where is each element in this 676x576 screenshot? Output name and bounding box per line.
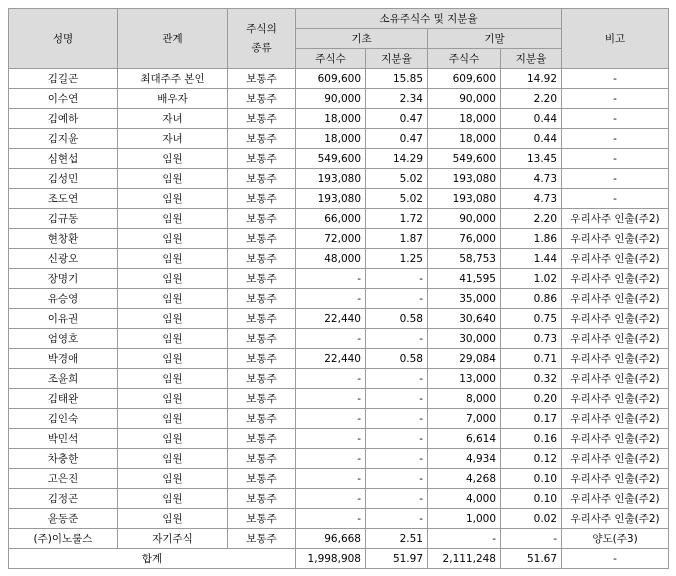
cell-ending-shares: 90,000 [428, 89, 501, 109]
cell-relation: 임원 [118, 449, 228, 469]
cell-beginning-ratio: 1.72 [366, 209, 428, 229]
cell-name: 윤동준 [9, 509, 118, 529]
cell-relation: 임원 [118, 269, 228, 289]
cell-ending-shares: 609,600 [428, 69, 501, 89]
cell-relation: 임원 [118, 249, 228, 269]
cell-ending-ratio: 0.71 [501, 349, 562, 369]
cell-beginning-ratio: - [366, 449, 428, 469]
cell-beginning-shares: - [296, 269, 366, 289]
cell-ending-shares: 18,000 [428, 129, 501, 149]
cell-ending-shares: 193,080 [428, 189, 501, 209]
cell-name: 김성민 [9, 169, 118, 189]
cell-relation: 최대주주 본인 [118, 69, 228, 89]
header-name: 성명 [9, 9, 118, 69]
cell-name: 김길곤 [9, 69, 118, 89]
cell-relation: 임원 [118, 389, 228, 409]
table-row [9, 209, 669, 229]
cell-name: 이수연 [9, 89, 118, 109]
cell-relation: 임원 [118, 309, 228, 329]
cell-ending-ratio: 0.44 [501, 129, 562, 149]
cell-beginning-ratio: 2.51 [366, 529, 428, 549]
cell-ending-shares: 193,080 [428, 169, 501, 189]
cell-stock-type: 보통주 [228, 189, 296, 209]
cell-beginning-shares: - [296, 409, 366, 429]
cell-beginning-ratio: - [366, 369, 428, 389]
cell-ending-ratio: - [501, 529, 562, 549]
cell-relation: 임원 [118, 489, 228, 509]
cell-ending-shares: 7,000 [428, 409, 501, 429]
cell-stock-type: 보통주 [228, 249, 296, 269]
header-stock-type-label: 주식의 종류 [246, 22, 277, 54]
cell-stock-type: 보통주 [228, 109, 296, 129]
cell-ending-ratio: 0.17 [501, 409, 562, 429]
cell-ending-ratio: 2.20 [501, 209, 562, 229]
cell-ending-ratio: 0.20 [501, 389, 562, 409]
cell-beginning-shares: 96,668 [296, 529, 366, 549]
header-beginning: 기초 [296, 29, 428, 49]
cell-name: 신광오 [9, 249, 118, 269]
header-ending: 기말 [428, 29, 562, 49]
cell-name: 심현섭 [9, 149, 118, 169]
cell-relation: 배우자 [118, 89, 228, 109]
cell-remarks: 우리사주 인출(주2) [562, 449, 669, 469]
cell-stock-type: 보통주 [228, 309, 296, 329]
cell-beginning-shares: - [296, 369, 366, 389]
cell-ending-shares: 41,595 [428, 269, 501, 289]
cell-beginning-shares: - [296, 489, 366, 509]
cell-ending-shares: 4,268 [428, 469, 501, 489]
header-ending-ratio: 지분율 [501, 49, 562, 69]
cell-ending-shares: 90,000 [428, 209, 501, 229]
cell-name: 이유권 [9, 309, 118, 329]
cell-stock-type: 보통주 [228, 489, 296, 509]
cell-relation: 임원 [118, 469, 228, 489]
table-row [9, 349, 669, 369]
cell-ending-ratio: 0.10 [501, 469, 562, 489]
cell-ending-shares: 30,640 [428, 309, 501, 329]
header-beginning-ratio: 지분율 [366, 49, 428, 69]
cell-beginning-shares: - [296, 449, 366, 469]
cell-ending-shares: 29,084 [428, 349, 501, 369]
table-row [9, 169, 669, 189]
cell-beginning-shares: - [296, 389, 366, 409]
cell-ending-ratio: 14.92 [501, 69, 562, 89]
table-row [9, 489, 669, 509]
cell-relation: 자기주식 [118, 529, 228, 549]
cell-ending-ratio: 0.02 [501, 509, 562, 529]
cell-beginning-shares: 193,080 [296, 189, 366, 209]
cell-relation: 임원 [118, 409, 228, 429]
cell-remarks: 우리사주 인출(주2) [562, 509, 669, 529]
table-row [9, 409, 669, 429]
cell-stock-type: 보통주 [228, 209, 296, 229]
cell-beginning-shares: - [296, 509, 366, 529]
cell-remarks: - [562, 169, 669, 189]
cell-stock-type: 보통주 [228, 449, 296, 469]
cell-name: 김태완 [9, 389, 118, 409]
cell-remarks: 양도(주3) [562, 529, 669, 549]
cell-ending-ratio: 0.44 [501, 109, 562, 129]
cell-remarks: 우리사주 인출(주2) [562, 249, 669, 269]
cell-remarks: 우리사주 인출(주2) [562, 389, 669, 409]
cell-stock-type: 보통주 [228, 529, 296, 549]
cell-beginning-shares: 609,600 [296, 69, 366, 89]
cell-remarks: 우리사주 인출(주2) [562, 289, 669, 309]
cell-beginning-ratio: - [366, 269, 428, 289]
cell-remarks: 우리사주 인출(주2) [562, 309, 669, 329]
cell-stock-type: 보통주 [228, 429, 296, 449]
cell-remarks: 우리사주 인출(주2) [562, 409, 669, 429]
cell-ending-ratio: 0.10 [501, 489, 562, 509]
cell-beginning-ratio: 14.29 [366, 149, 428, 169]
table-row [9, 69, 669, 89]
cell-beginning-shares: 22,440 [296, 349, 366, 369]
cell-stock-type: 보통주 [228, 89, 296, 109]
cell-name: 차충한 [9, 449, 118, 469]
total-beginning-shares: 1,998,908 [296, 549, 366, 569]
table-row [9, 309, 669, 329]
cell-ending-shares: 6,614 [428, 429, 501, 449]
cell-remarks: 우리사주 인출(주2) [562, 429, 669, 449]
cell-relation: 임원 [118, 209, 228, 229]
table-row [9, 389, 669, 409]
table-body [9, 69, 669, 549]
cell-ending-shares: 8,000 [428, 389, 501, 409]
cell-ending-ratio: 13.45 [501, 149, 562, 169]
cell-ending-shares: 35,000 [428, 289, 501, 309]
header-remarks: 비고 [562, 9, 669, 69]
cell-remarks: 우리사주 인출(주2) [562, 269, 669, 289]
cell-stock-type: 보통주 [228, 269, 296, 289]
cell-name: 엄영호 [9, 329, 118, 349]
cell-beginning-ratio: 5.02 [366, 169, 428, 189]
cell-ending-shares: 1,000 [428, 509, 501, 529]
cell-beginning-shares: - [296, 289, 366, 309]
cell-stock-type: 보통주 [228, 229, 296, 249]
cell-stock-type: 보통주 [228, 169, 296, 189]
table-row [9, 89, 669, 109]
cell-beginning-ratio: - [366, 329, 428, 349]
cell-ending-ratio: 1.02 [501, 269, 562, 289]
total-row [9, 549, 669, 569]
cell-name: 유승영 [9, 289, 118, 309]
cell-name: 조윤희 [9, 369, 118, 389]
cell-name: 김지윤 [9, 129, 118, 149]
cell-relation: 임원 [118, 509, 228, 529]
total-remarks: - [562, 549, 669, 569]
cell-remarks: - [562, 129, 669, 149]
cell-beginning-shares: - [296, 429, 366, 449]
header-beginning-shares: 주식수 [296, 49, 366, 69]
cell-beginning-shares: - [296, 469, 366, 489]
cell-relation: 임원 [118, 369, 228, 389]
cell-name: 김정곤 [9, 489, 118, 509]
cell-beginning-ratio: - [366, 469, 428, 489]
cell-beginning-shares: 90,000 [296, 89, 366, 109]
table-row [9, 529, 669, 549]
cell-ending-ratio: 1.44 [501, 249, 562, 269]
cell-stock-type: 보통주 [228, 329, 296, 349]
cell-relation: 자녀 [118, 129, 228, 149]
cell-ending-shares: 549,600 [428, 149, 501, 169]
cell-relation: 임원 [118, 169, 228, 189]
cell-beginning-shares: 22,440 [296, 309, 366, 329]
cell-beginning-ratio: - [366, 509, 428, 529]
total-ending-shares: 2,111,248 [428, 549, 501, 569]
cell-ending-ratio: 2.20 [501, 89, 562, 109]
cell-remarks: 우리사주 인출(주2) [562, 329, 669, 349]
cell-beginning-ratio: - [366, 389, 428, 409]
cell-ending-shares: - [428, 529, 501, 549]
cell-remarks: 우리사주 인출(주2) [562, 469, 669, 489]
cell-name: (주)이노룰스 [9, 529, 118, 549]
cell-stock-type: 보통주 [228, 69, 296, 89]
table-row [9, 149, 669, 169]
cell-name: 장명기 [9, 269, 118, 289]
cell-remarks: 우리사주 인출(주2) [562, 349, 669, 369]
cell-remarks: - [562, 89, 669, 109]
cell-stock-type: 보통주 [228, 409, 296, 429]
table-row [9, 329, 669, 349]
table-row [9, 449, 669, 469]
table-row [9, 129, 669, 149]
table-row [9, 509, 669, 529]
cell-beginning-ratio: 0.58 [366, 309, 428, 329]
cell-ending-ratio: 0.73 [501, 329, 562, 349]
cell-beginning-shares: 18,000 [296, 129, 366, 149]
header-row-top [9, 9, 669, 29]
cell-relation: 임원 [118, 189, 228, 209]
total-ending-ratio: 51.67 [501, 549, 562, 569]
cell-relation: 임원 [118, 289, 228, 309]
cell-remarks: 우리사주 인출(주2) [562, 369, 669, 389]
cell-remarks: 우리사주 인출(주2) [562, 229, 669, 249]
cell-relation: 임원 [118, 149, 228, 169]
cell-name: 조도연 [9, 189, 118, 209]
cell-beginning-shares: 66,000 [296, 209, 366, 229]
cell-name: 김예하 [9, 109, 118, 129]
table-row [9, 189, 669, 209]
cell-ending-shares: 4,000 [428, 489, 501, 509]
cell-beginning-ratio: 1.87 [366, 229, 428, 249]
cell-beginning-shares: 193,080 [296, 169, 366, 189]
cell-name: 박민석 [9, 429, 118, 449]
cell-beginning-ratio: - [366, 489, 428, 509]
cell-beginning-shares: 18,000 [296, 109, 366, 129]
cell-stock-type: 보통주 [228, 349, 296, 369]
header-holdings: 소유주식수 및 지분율 [296, 9, 562, 29]
cell-name: 김규동 [9, 209, 118, 229]
cell-remarks: 우리사주 인출(주2) [562, 209, 669, 229]
cell-ending-ratio: 0.16 [501, 429, 562, 449]
header-relation: 관계 [118, 9, 228, 69]
cell-stock-type: 보통주 [228, 389, 296, 409]
table-row [9, 369, 669, 389]
cell-ending-ratio: 0.32 [501, 369, 562, 389]
cell-beginning-ratio: 5.02 [366, 189, 428, 209]
cell-remarks: - [562, 109, 669, 129]
table-row [9, 429, 669, 449]
cell-stock-type: 보통주 [228, 509, 296, 529]
cell-beginning-shares: - [296, 329, 366, 349]
cell-remarks: - [562, 189, 669, 209]
cell-name: 박경애 [9, 349, 118, 369]
table-row [9, 229, 669, 249]
cell-relation: 자녀 [118, 109, 228, 129]
cell-remarks: 우리사주 인출(주2) [562, 489, 669, 509]
cell-name: 고은진 [9, 469, 118, 489]
cell-ending-shares: 30,000 [428, 329, 501, 349]
cell-beginning-shares: 48,000 [296, 249, 366, 269]
table-row [9, 109, 669, 129]
cell-remarks: - [562, 69, 669, 89]
cell-beginning-ratio: - [366, 409, 428, 429]
cell-beginning-ratio: 0.47 [366, 109, 428, 129]
cell-ending-ratio: 4.73 [501, 189, 562, 209]
cell-relation: 임원 [118, 429, 228, 449]
cell-beginning-shares: 549,600 [296, 149, 366, 169]
cell-beginning-ratio: - [366, 429, 428, 449]
table-row [9, 269, 669, 289]
total-beginning-ratio: 51.97 [366, 549, 428, 569]
cell-ending-shares: 18,000 [428, 109, 501, 129]
cell-ending-ratio: 0.86 [501, 289, 562, 309]
cell-ending-ratio: 0.12 [501, 449, 562, 469]
total-label: 합계 [9, 549, 296, 569]
cell-ending-ratio: 4.73 [501, 169, 562, 189]
table-row [9, 469, 669, 489]
cell-stock-type: 보통주 [228, 369, 296, 389]
cell-relation: 임원 [118, 229, 228, 249]
cell-stock-type: 보통주 [228, 469, 296, 489]
cell-stock-type: 보통주 [228, 149, 296, 169]
cell-beginning-ratio: 0.58 [366, 349, 428, 369]
cell-ending-shares: 58,753 [428, 249, 501, 269]
cell-remarks: - [562, 149, 669, 169]
shareholder-table [8, 8, 669, 569]
cell-beginning-ratio: 2.34 [366, 89, 428, 109]
cell-ending-shares: 4,934 [428, 449, 501, 469]
cell-beginning-shares: 72,000 [296, 229, 366, 249]
cell-stock-type: 보통주 [228, 289, 296, 309]
cell-name: 현창환 [9, 229, 118, 249]
header-stock-type [228, 9, 296, 69]
cell-relation: 임원 [118, 329, 228, 349]
cell-beginning-ratio: 0.47 [366, 129, 428, 149]
cell-beginning-ratio: 15.85 [366, 69, 428, 89]
cell-ending-shares: 76,000 [428, 229, 501, 249]
cell-beginning-ratio: - [366, 289, 428, 309]
cell-stock-type: 보통주 [228, 129, 296, 149]
cell-ending-ratio: 0.75 [501, 309, 562, 329]
header-ending-shares: 주식수 [428, 49, 501, 69]
cell-ending-shares: 13,000 [428, 369, 501, 389]
cell-beginning-ratio: 1.25 [366, 249, 428, 269]
table-row [9, 289, 669, 309]
cell-ending-ratio: 1.86 [501, 229, 562, 249]
cell-name: 김인숙 [9, 409, 118, 429]
table-row [9, 249, 669, 269]
cell-relation: 임원 [118, 349, 228, 369]
